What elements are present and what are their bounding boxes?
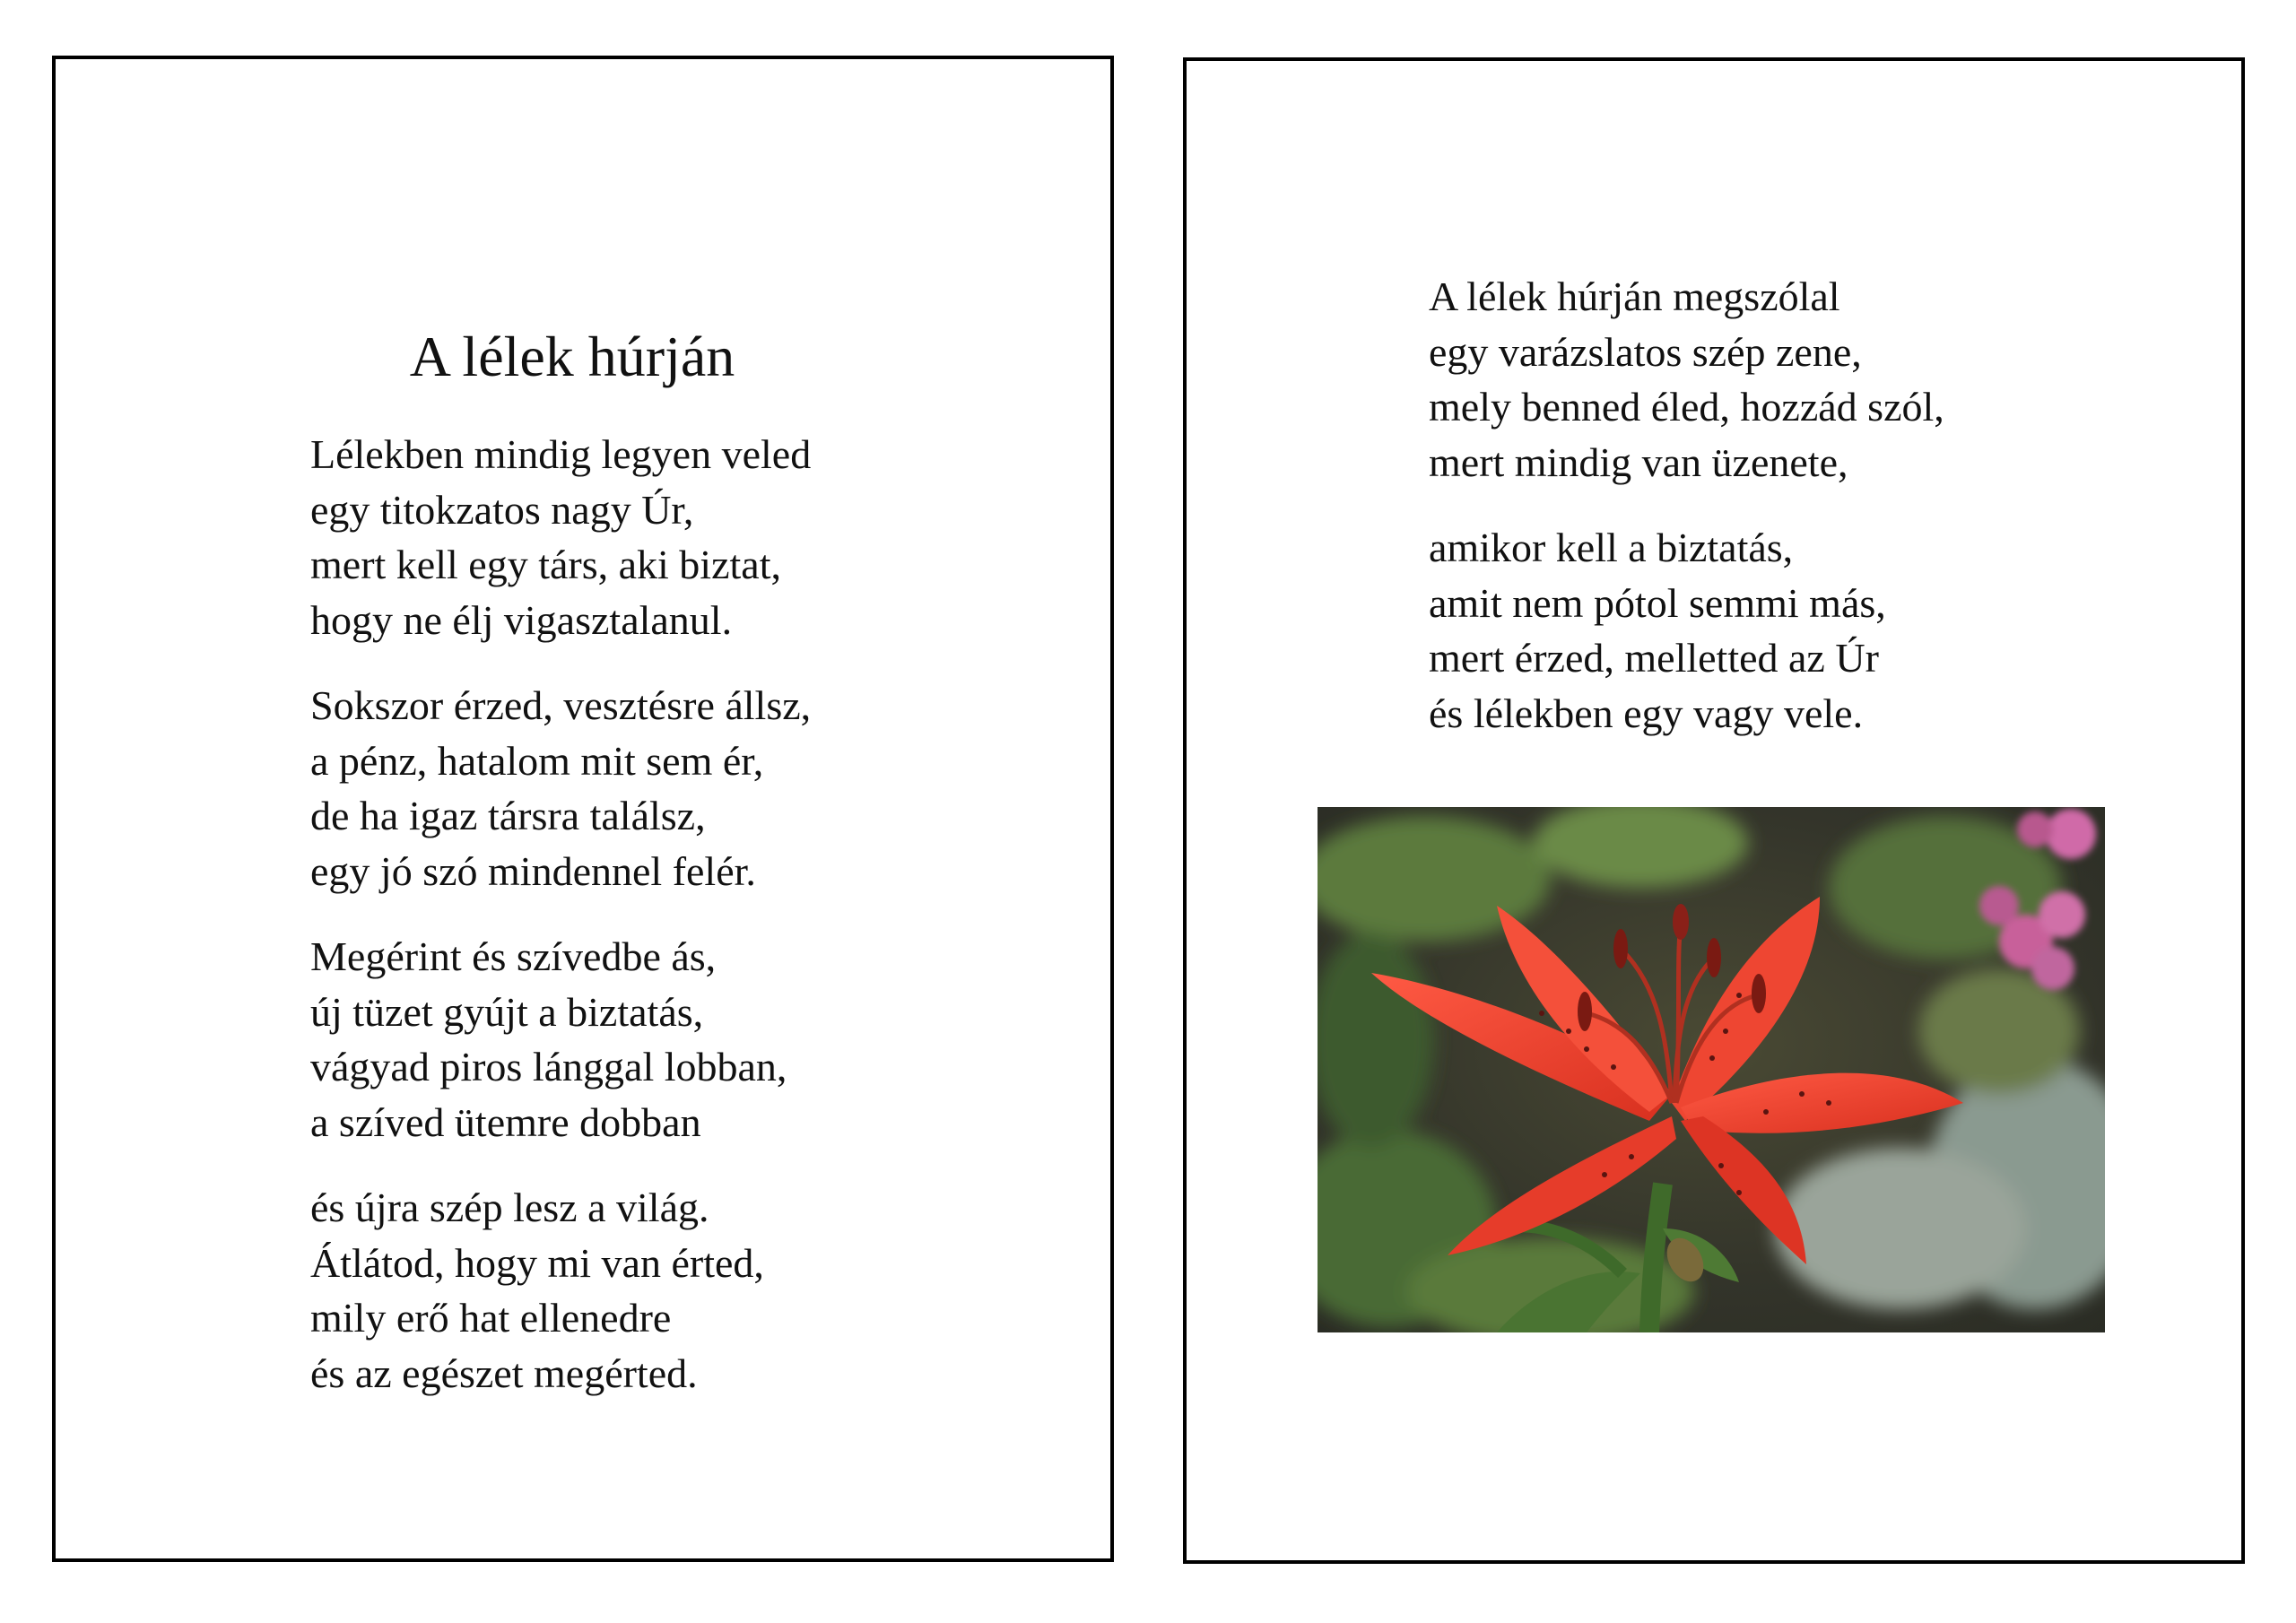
poem-line: amit nem pótol semmi más, <box>1429 579 1886 626</box>
poem-line: hogy ne élj vigasztalanul. <box>310 596 733 643</box>
poem-line: amikor kell a biztatás, <box>1429 525 1794 570</box>
poem-title: A lélek húrján <box>409 325 735 388</box>
poem-line: mily erő hat ellenedre <box>310 1295 672 1341</box>
right-page <box>1183 57 2245 1564</box>
poem-line: és újra szép lesz a világ. <box>310 1185 709 1230</box>
stanza <box>310 1180 1073 1401</box>
poem-line: mely benned éled, hozzád szól, <box>1429 384 1944 430</box>
stanza <box>1429 520 2191 741</box>
stanza <box>1429 269 2191 490</box>
poem-line: mert mindig van üzenete, <box>1429 438 1848 485</box>
poem-line: egy varázslatos szép zene, <box>1429 328 1862 375</box>
right-stanzas <box>1429 269 2191 771</box>
poem-line: Átlátod, hogy mi van érted, <box>310 1239 764 1286</box>
poem-line: A lélek húrján megszólal <box>1429 273 1840 319</box>
poem-line: egy jó szó mindennel felér. <box>310 847 756 894</box>
left-stanzas <box>310 427 1073 1431</box>
poem-line: Lélekben mindig legyen veled <box>310 431 812 477</box>
poem-line: a pénz, hatalom mit sem ér, <box>310 737 764 784</box>
poem-line: új tüzet gyújt a biztatás, <box>310 988 704 1035</box>
poem-line: de ha igaz társra találsz, <box>310 793 706 838</box>
stanza <box>310 427 1073 647</box>
poem-line: egy titokzatos nagy Úr, <box>310 486 694 533</box>
poem-line: Megérint és szívedbe ás, <box>310 933 717 979</box>
poem-line: vágyad piros lánggal lobban, <box>310 1044 787 1089</box>
poem-line: és lélekben egy vagy vele. <box>1429 690 1864 736</box>
poem-line: mert érzed, melletted az Úr <box>1429 635 1879 681</box>
stanza <box>310 929 1073 1150</box>
stanza <box>310 678 1073 898</box>
poem-line: és az egészet megérted. <box>310 1350 698 1396</box>
poem-line: mert kell egy társ, aki biztat, <box>310 542 781 587</box>
poem-line: a szíved ütemre dobban <box>310 1098 701 1145</box>
left-page <box>52 56 1114 1562</box>
red-lily-photo <box>1318 807 2105 1332</box>
poem-line: Sokszor érzed, vesztésre állsz, <box>310 682 812 728</box>
